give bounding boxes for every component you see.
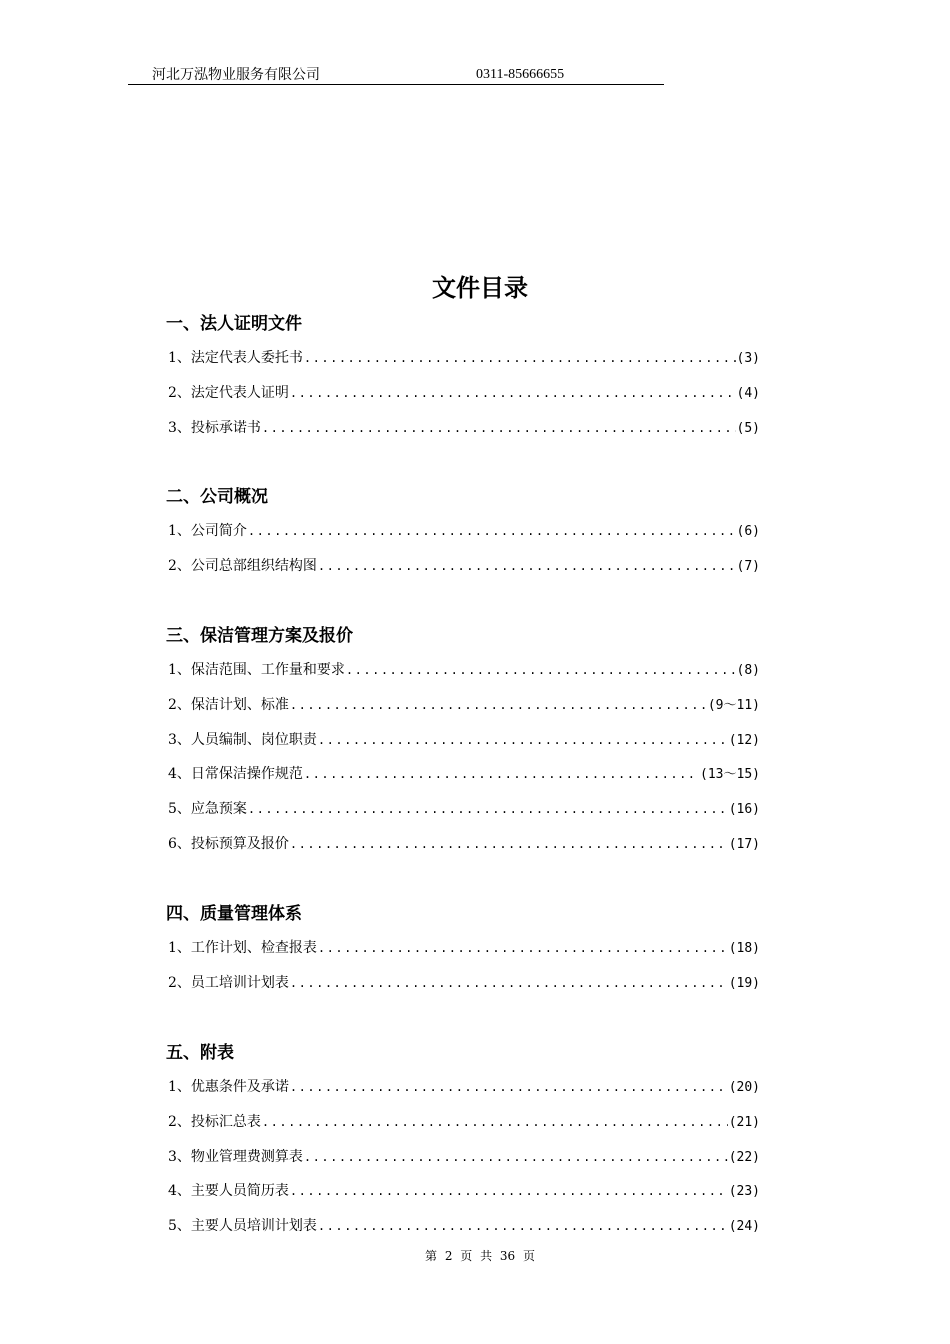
toc-entry[interactable] — [168, 418, 760, 438]
toc-entry-label: 3、物业管理费测算表 — [168, 1148, 303, 1165]
toc-entry[interactable] — [168, 834, 760, 854]
dot-leader — [262, 418, 736, 438]
toc-entry-page: (16) — [728, 802, 760, 818]
toc-entry[interactable] — [168, 521, 760, 541]
dot-leader — [318, 938, 728, 958]
toc-entry-label: 2、投标汇总表 — [168, 1113, 261, 1130]
toc-entry[interactable] — [168, 1181, 760, 1201]
toc-entry-page: (7) — [736, 558, 760, 574]
toc-entry-label: 1、公司简介 — [168, 523, 247, 539]
toc-entry[interactable] — [168, 1147, 760, 1167]
toc-entry[interactable] — [168, 1216, 760, 1236]
toc-entry-label: 1、优惠条件及承诺 — [168, 1079, 289, 1095]
toc-entry-label: 1、保洁范围、工作量和要求 — [168, 662, 345, 678]
section-heading: 三、保洁管理方案及报价 — [166, 626, 353, 646]
toc-entry[interactable] — [168, 799, 760, 819]
section-heading: 一、法人证明文件 — [166, 314, 302, 334]
toc-entry-label: 5、应急预案 — [168, 801, 247, 818]
toc-entry[interactable] — [168, 556, 760, 576]
dot-leader — [304, 1147, 728, 1167]
section-heading: 四、质量管理体系 — [166, 904, 302, 924]
toc-entry[interactable] — [168, 764, 760, 784]
toc-entry-label: 2、保洁计划、标准 — [168, 696, 289, 713]
toc-entry-page: (8) — [736, 663, 760, 678]
document-title: 文件目录 — [432, 274, 528, 302]
toc-entry-label: 2、员工培训计划表 — [168, 974, 289, 991]
toc-entry-label: 4、日常保洁操作规范 — [168, 766, 303, 783]
toc-entry-label: 2、公司总部组织结构图 — [168, 557, 317, 574]
dot-leader — [346, 660, 736, 680]
dot-leader — [262, 1112, 728, 1132]
dot-leader — [290, 1181, 728, 1201]
toc-entry-page: (24) — [728, 1219, 760, 1235]
dot-leader — [304, 764, 699, 784]
toc-entry-page: (17) — [728, 837, 760, 852]
toc-entry-label: 6、投标预算及报价 — [168, 836, 289, 852]
dot-leader — [290, 973, 728, 993]
dot-leader — [248, 521, 736, 541]
section-heading: 二、公司概况 — [166, 487, 268, 507]
toc-entry[interactable] — [168, 383, 760, 403]
toc-entry-label: 4、主要人员简历表 — [168, 1183, 289, 1200]
toc-entry[interactable] — [168, 348, 760, 368]
toc-entry-page: (21) — [728, 1114, 760, 1130]
toc-entry[interactable] — [168, 973, 760, 993]
toc-entry-page: (19) — [728, 975, 760, 991]
toc-entry-page: (13～15) — [700, 767, 760, 783]
toc-entry[interactable] — [168, 938, 760, 958]
dot-leader — [290, 834, 728, 854]
toc-entry-page: (3) — [736, 351, 760, 366]
toc-entry[interactable] — [168, 730, 760, 750]
dot-leader — [304, 348, 736, 368]
toc-entry[interactable] — [168, 695, 760, 715]
dot-leader — [318, 730, 728, 750]
toc-entry[interactable] — [168, 1077, 760, 1097]
page-footer: 第 2 页 共 36 页 — [425, 1249, 535, 1263]
dot-leader — [248, 799, 728, 819]
toc-entry-page: (20) — [728, 1080, 760, 1095]
toc-entry-label: 2、法定代表人证明 — [168, 384, 289, 401]
toc-entry-page: (9～11) — [707, 697, 760, 713]
toc-entry-page: (4) — [736, 385, 760, 401]
header-underline — [128, 84, 664, 85]
toc-entry-page: (22) — [728, 1149, 760, 1165]
dot-leader — [290, 695, 707, 715]
header-phone-number: 0311-85666655 — [476, 67, 565, 82]
toc-entry-page: (5) — [736, 420, 760, 436]
section-heading: 五、附表 — [166, 1043, 234, 1063]
toc-entry-label: 3、投标承诺书 — [168, 419, 261, 436]
toc-entry-label: 5、主要人员培训计划表 — [168, 1218, 317, 1235]
toc-entry-page: (12) — [728, 732, 760, 748]
toc-entry-label: 1、工作计划、检查报表 — [168, 940, 317, 956]
toc-entry-label: 3、人员编制、岗位职责 — [168, 731, 317, 748]
toc-entry-page: (18) — [728, 941, 760, 956]
dot-leader — [290, 383, 736, 403]
dot-leader — [318, 1216, 728, 1236]
toc-entry[interactable] — [168, 1112, 760, 1132]
toc-entry[interactable] — [168, 660, 760, 680]
dot-leader — [290, 1077, 728, 1097]
toc-entry-page: (23) — [728, 1184, 760, 1200]
toc-entry-label: 1、法定代表人委托书 — [168, 350, 303, 366]
dot-leader — [318, 556, 736, 576]
header-company-name: 河北万泓物业服务有限公司 — [152, 67, 320, 83]
toc-entry-page: (6) — [736, 524, 760, 539]
